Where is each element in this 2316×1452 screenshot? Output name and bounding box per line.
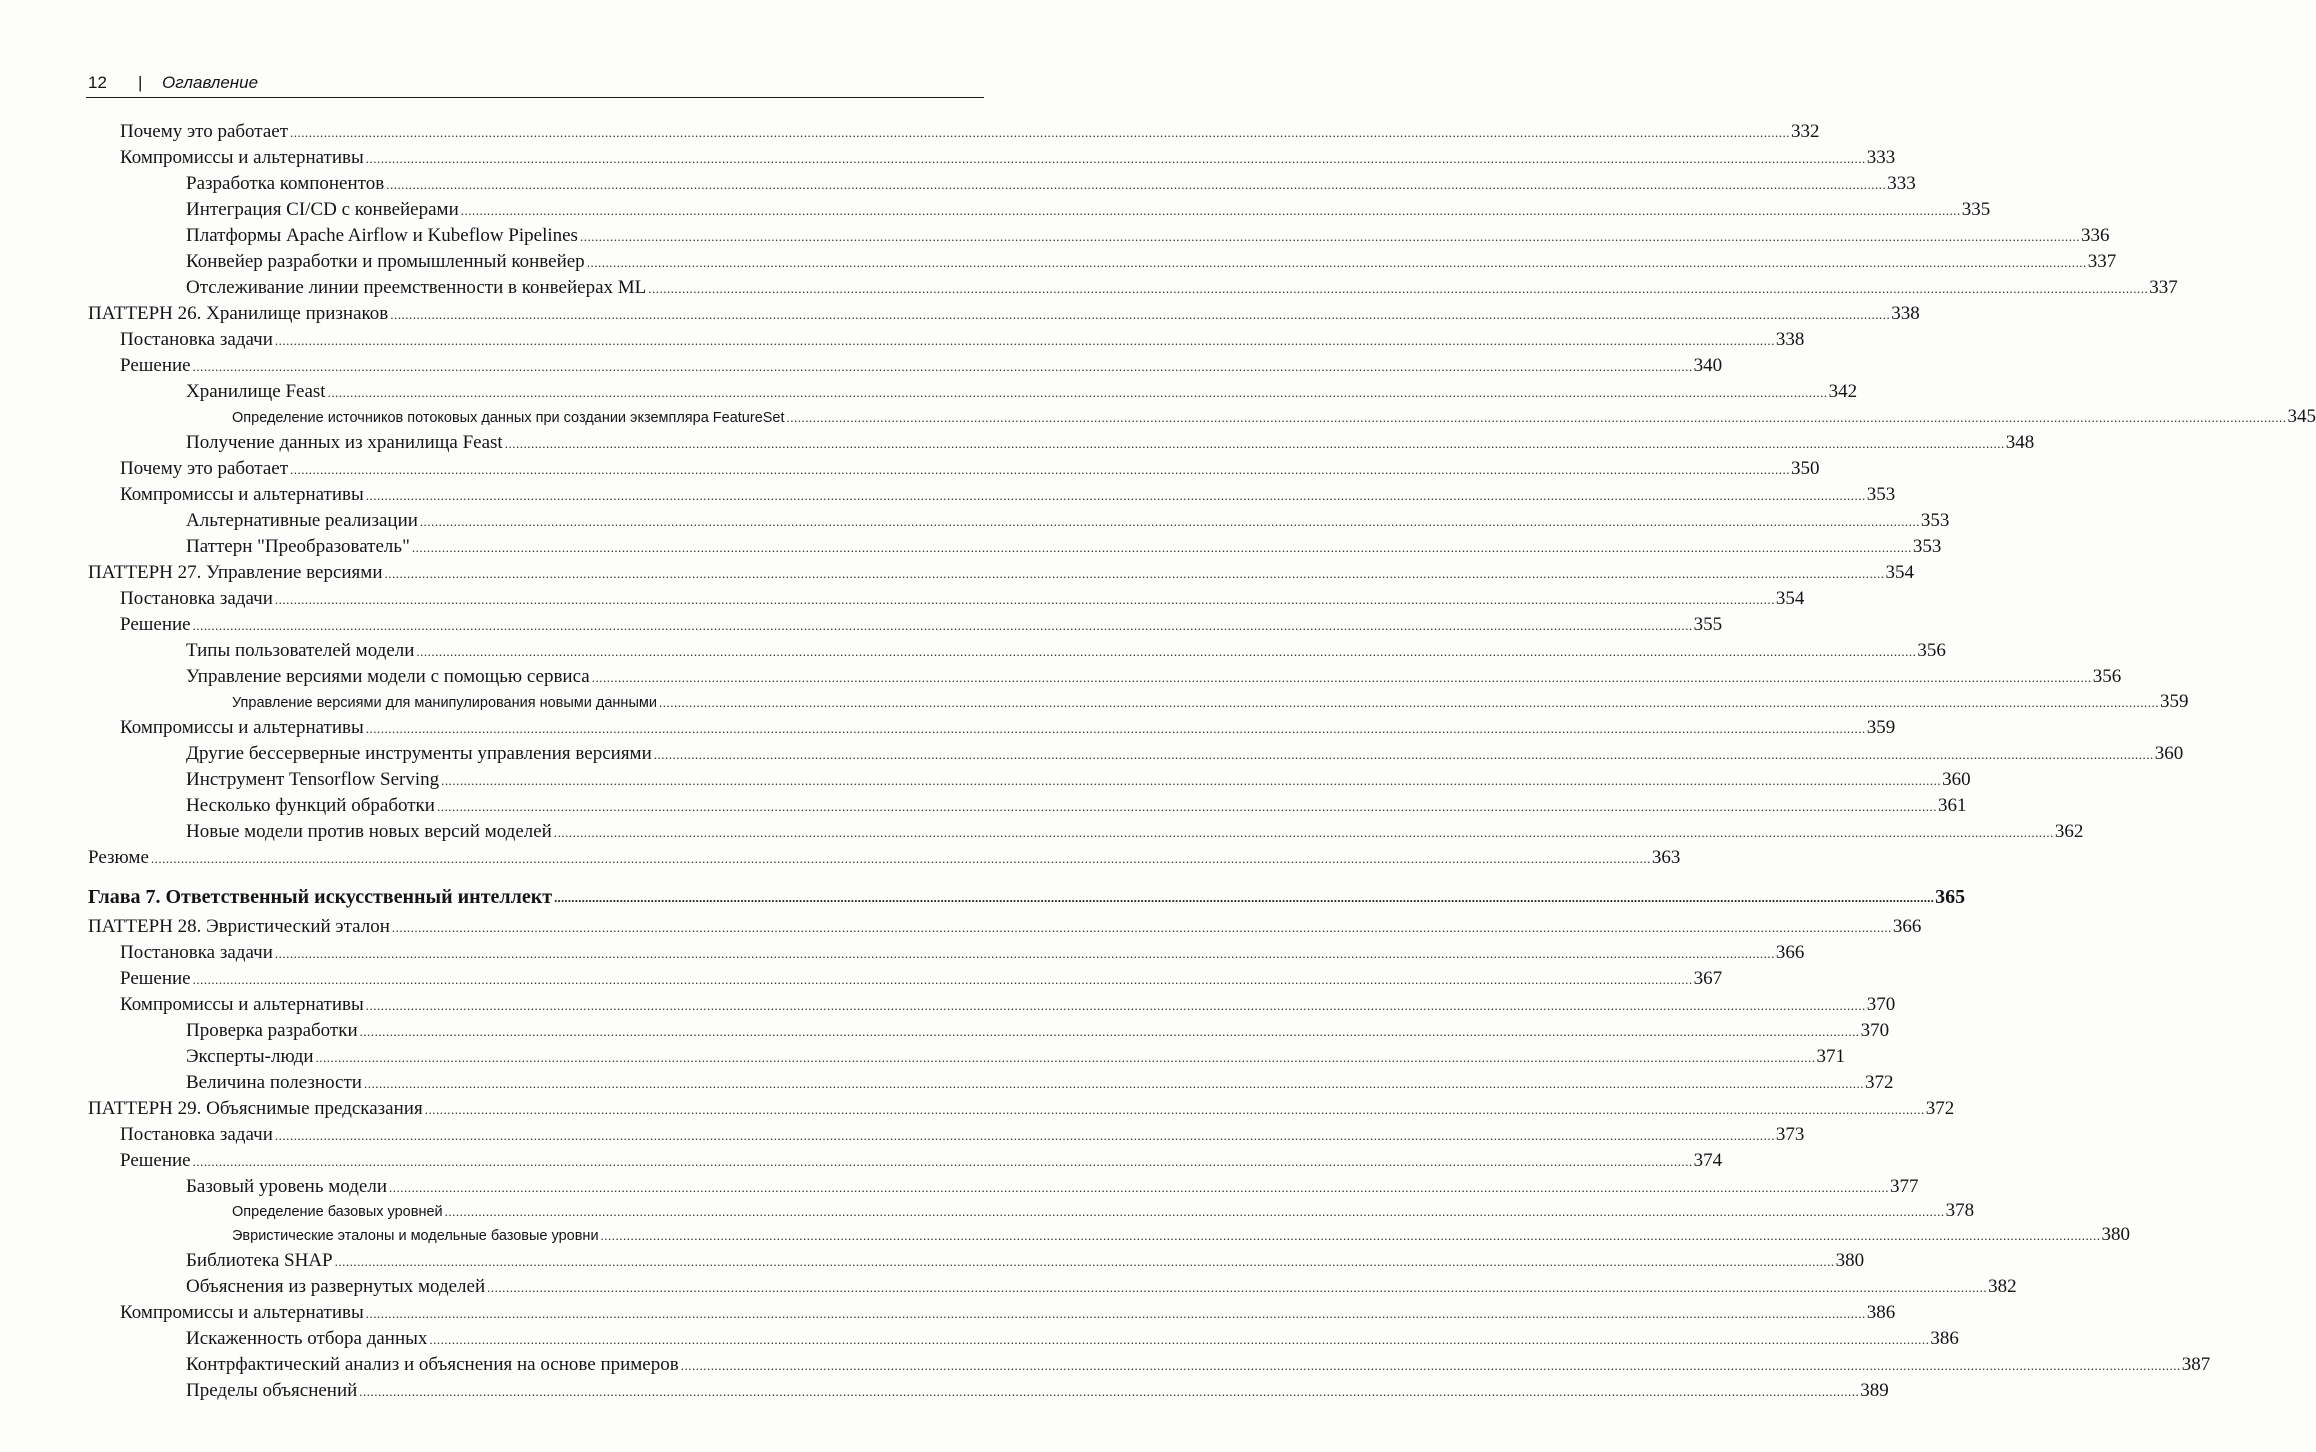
toc-entry-page: 353 [1912,536,1942,557]
toc-entry [120,145,1896,169]
toc-entry-page: 342 [1828,381,1858,402]
toc-entry [232,404,2316,428]
dot-leader: ................................................................................................................................................................................................................................................................................................................................................................................................................ [386,177,1887,192]
dot-leader: ................................................................................................................................................................................................................................................................................................................................................................................................................ [315,1050,1816,1065]
toc-entry [120,327,1805,351]
toc-entry-title: Компромиссы и альтернативы [120,484,364,505]
toc-entry-page: 336 [2080,225,2110,246]
toc-entry-title: Несколько функций обработки [186,795,435,816]
dot-leader: ................................................................................................................................................................................................................................................................................................................................................................................................................ [554,890,1935,905]
toc-entry-title: Контрфактический анализ и объяснения на основе примеров [186,1354,679,1375]
toc-entry-title: Постановка задачи [120,942,273,963]
toc-entry-page: 350 [1791,458,1820,479]
toc-entry-page: 359 [2159,691,2189,712]
dot-leader: ................................................................................................................................................................................................................................................................................................................................................................................................................ [389,1180,1889,1195]
toc-entry-title: Решение [120,355,191,376]
toc-entry-title: Эвристические эталоны и модельные базовые уровни [232,1228,599,1244]
dot-leader: ................................................................................................................................................................................................................................................................................................................................................................................................................ [504,436,2005,451]
toc-entry-title: Конвейер разработки и промышленный конвейер [186,251,585,272]
dot-leader: ................................................................................................................................................................................................................................................................................................................................................................................................................ [391,920,1892,935]
toc-entry [186,1274,2017,1298]
toc-entry-page: 332 [1791,121,1820,142]
toc-entry-page: 348 [2005,432,2035,453]
toc-entry [120,715,1896,739]
toc-entry-page: 371 [1816,1046,1846,1067]
toc-entry-page: 359 [1866,717,1896,738]
toc-entry [186,638,1946,662]
toc-entry-title: Инструмент Tensorflow Serving [186,769,440,790]
toc-entry-page: 380 [2101,1224,2131,1245]
dot-leader: ................................................................................................................................................................................................................................................................................................................................................................................................................ [365,1306,1866,1321]
toc-entry-page: 361 [1937,795,1967,816]
toc-entry [186,1174,1919,1198]
toc-entry-page: 374 [1693,1150,1723,1171]
toc-entry-page: 370 [1860,1020,1890,1041]
toc-entry [120,1122,1805,1146]
toc-entry-title: Проверка разработки [186,1020,358,1041]
toc-entry-page: 370 [1866,994,1896,1015]
toc-entry-title: Паттерн "Преобразователь" [186,536,410,557]
toc-entry-page: 362 [2054,821,2084,842]
toc-entry-page: 338 [1775,329,1805,350]
toc-entry [232,689,2189,713]
toc-entry [120,1148,1723,1172]
toc-entry-title: Почему это работает [120,121,289,142]
toc-entry-title: Альтернативные реализации [186,510,418,531]
dot-leader: ................................................................................................................................................................................................................................................................................................................................................................................................................ [359,1024,1860,1039]
toc-entry-title: Базовый уровень модели [186,1176,387,1197]
toc-entry-title: Решение [120,968,191,989]
toc-entry [186,793,1967,817]
toc-entry-page: 372 [1864,1072,1894,1093]
toc-entry-page: 335 [1961,199,1991,220]
toc-entry [88,560,1914,584]
toc-entry [120,940,1805,964]
toc-entry-title: Новые модели против новых версий моделей [186,821,552,842]
toc-entry-page: 367 [1693,968,1723,989]
header-page-number: 12 [88,73,107,92]
toc-entry-title: Решение [120,1150,191,1171]
dot-leader: ................................................................................................................................................................................................................................................................................................................................................................................................................ [658,695,2159,710]
dot-leader: ................................................................................................................................................................................................................................................................................................................................................................................................................ [150,851,1651,866]
toc-entry [88,845,1681,869]
dot-leader: ................................................................................................................................................................................................................................................................................................................................................................................................................ [648,281,2149,296]
dot-leader: ................................................................................................................................................................................................................................................................................................................................................................................................................ [274,592,1775,607]
dot-leader: ................................................................................................................................................................................................................................................................................................................................................................................................................ [444,1204,1945,1219]
toc-entry [120,456,1820,480]
toc-entry-page: 353 [1866,484,1896,505]
chapter-entry [88,884,1966,908]
toc-entry-page: 377 [1890,1176,1919,1197]
toc-entry-page: 337 [2149,277,2178,298]
toc-entry [186,741,2184,765]
toc-entry-page: 356 [2092,666,2122,687]
toc-entry [186,1378,1889,1402]
toc-entry-page: 360 [1942,769,1971,790]
toc-entry-page: 345 [2287,406,2316,427]
dot-leader: ................................................................................................................................................................................................................................................................................................................................................................................................................ [384,566,1885,581]
dot-leader: ................................................................................................................................................................................................................................................................................................................................................................................................................ [192,1154,1693,1169]
toc-entry [88,301,1920,325]
toc-entry-page: 354 [1775,588,1805,609]
toc-entry-title: Компромиссы и альтернативы [120,717,364,738]
toc-entry [186,508,1950,532]
toc-entry-title: ПАТТЕРН 27. Управление версиями [88,562,383,583]
toc-entry-page: 386 [1866,1302,1896,1323]
toc-entry-page: 333 [1887,173,1916,194]
dot-leader: ................................................................................................................................................................................................................................................................................................................................................................................................................ [600,1228,2101,1243]
toc-entry-page: 380 [1835,1250,1865,1271]
toc-entry [88,914,1922,938]
dot-leader: ................................................................................................................................................................................................................................................................................................................................................................................................................ [365,998,1866,1013]
toc-entry [120,482,1896,506]
toc-entry-title: Глава 7. Ответственный искусственный интеллект [88,886,553,908]
dot-leader: ................................................................................................................................................................................................................................................................................................................................................................................................................ [334,1254,1835,1269]
header-title: Оглавление [162,73,259,92]
toc-entry-page: 372 [1925,1098,1955,1119]
dot-leader: ................................................................................................................................................................................................................................................................................................................................................................................................................ [365,151,1866,166]
toc-entry [186,171,1916,195]
toc-entry-title: Отслеживание линии преемственности в конвейерах ML [186,277,647,298]
dot-leader: ................................................................................................................................................................................................................................................................................................................................................................................................................ [290,125,1791,140]
toc-entry-title: Библиотека SHAP [186,1250,333,1271]
toc-entry-page: 378 [1945,1200,1975,1221]
running-header [88,70,984,96]
toc-entry-page: 386 [1930,1328,1959,1349]
toc-entry-page: 373 [1775,1124,1805,1145]
toc-entry [186,1248,1865,1272]
header-rule [86,97,984,98]
toc-entry-page: 389 [1860,1380,1889,1401]
dot-leader: ................................................................................................................................................................................................................................................................................................................................................................................................................ [579,229,2080,244]
dot-leader: ................................................................................................................................................................................................................................................................................................................................................................................................................ [363,1076,1864,1091]
toc-entry [120,992,1896,1016]
dot-leader: ................................................................................................................................................................................................................................................................................................................................................................................................................ [419,514,1920,529]
toc-entry [186,197,1991,221]
toc-entry-page: 382 [1988,1276,2017,1297]
header-separator: | [138,73,143,92]
dot-leader: ................................................................................................................................................................................................................................................................................................................................................................................................................ [274,946,1775,961]
toc-entry [186,379,1858,403]
toc-entry [120,119,1820,143]
toc-entry-title: Пределы объяснений [186,1380,358,1401]
toc-entry [186,534,1942,558]
toc-entry [88,1096,1955,1120]
toc-entry-title: Резюме [88,847,149,868]
toc-entry [120,353,1723,377]
toc-entry [120,966,1723,990]
dot-leader: ................................................................................................................................................................................................................................................................................................................................................................................................................ [680,1358,2181,1373]
dot-leader: ................................................................................................................................................................................................................................................................................................................................................................................................................ [460,203,1961,218]
toc-entry [186,430,2035,454]
toc-entry-title: Интеграция CI/CD с конвейерами [186,199,459,220]
dot-leader: ................................................................................................................................................................................................................................................................................................................................................................................................................ [786,410,2287,425]
toc-entry-title: Другие бессерверные инструменты управления версиями [186,743,652,764]
toc-entry-title: ПАТТЕРН 26. Хранилище признаков [88,303,389,324]
dot-leader: ................................................................................................................................................................................................................................................................................................................................................................................................................ [586,255,2087,270]
toc-entry [186,1044,1846,1068]
toc-entry [186,1326,1959,1350]
toc-entry [186,1018,1890,1042]
toc-entry-title: Компромиссы и альтернативы [120,147,364,168]
toc-entry-title: Постановка задачи [120,329,273,350]
dot-leader: ................................................................................................................................................................................................................................................................................................................................................................................................................ [290,462,1791,477]
dot-leader: ................................................................................................................................................................................................................................................................................................................................................................................................................ [487,1280,1988,1295]
toc-entry [186,767,1971,791]
toc-entry [186,664,2122,688]
dot-leader: ................................................................................................................................................................................................................................................................................................................................................................................................................ [327,385,1828,400]
dot-leader: ................................................................................................................................................................................................................................................................................................................................................................................................................ [436,799,1937,814]
toc-entry-title: Управление версиями для манипулирования новыми данными [232,695,657,711]
toc-entry-title: Эксперты-люди [186,1046,314,1067]
toc-entry [186,223,2110,247]
toc-entry-page: 366 [1775,942,1805,963]
toc-entry-title: Типы пользователей модели [186,640,415,661]
dot-leader: ................................................................................................................................................................................................................................................................................................................................................................................................................ [274,1128,1775,1143]
toc-entry-page: 354 [1885,562,1914,583]
dot-leader: ................................................................................................................................................................................................................................................................................................................................................................................................................ [411,540,1912,555]
dot-leader: ................................................................................................................................................................................................................................................................................................................................................................................................................ [359,1384,1860,1399]
dot-leader: ................................................................................................................................................................................................................................................................................................................................................................................................................ [274,333,1775,348]
toc-entry-page: 356 [1917,640,1946,661]
toc-entry-title: Управление версиями модели с помощью сервиса [186,666,590,687]
toc-entry [232,1198,1975,1222]
dot-leader: ................................................................................................................................................................................................................................................................................................................................................................................................................ [390,307,1891,322]
toc-entry-page: 387 [2181,1354,2211,1375]
dot-leader: ................................................................................................................................................................................................................................................................................................................................................................................................................ [192,359,1693,374]
dot-leader: ................................................................................................................................................................................................................................................................................................................................................................................................................ [416,644,1917,659]
toc-entry-page: 366 [1892,916,1922,937]
toc-entry-title: Объяснения из развернутых моделей [186,1276,486,1297]
dot-leader: ................................................................................................................................................................................................................................................................................................................................................................................................................ [365,488,1866,503]
dot-leader: ................................................................................................................................................................................................................................................................................................................................................................................................................ [653,747,2154,762]
dot-leader: ................................................................................................................................................................................................................................................................................................................................................................................................................ [192,618,1693,633]
dot-leader: ................................................................................................................................................................................................................................................................................................................................................................................................................ [192,972,1693,987]
dot-leader: ................................................................................................................................................................................................................................................................................................................................................................................................................ [429,1332,1930,1347]
toc-entry-title: Платформы Apache Airflow и Kubeflow Pipelines [186,225,578,246]
toc-entry-title: Хранилище Feast [186,381,326,402]
toc-entry-title: ПАТТЕРН 28. Эвристический эталон [88,916,390,937]
toc-entry [120,1300,1896,1324]
toc-entry-page: 337 [2087,251,2117,272]
dot-leader: ................................................................................................................................................................................................................................................................................................................................................................................................................ [365,721,1866,736]
toc-entry [186,819,2084,843]
toc-entry [186,249,2117,273]
toc-entry-page: 338 [1891,303,1920,324]
toc-entry [232,1222,2131,1246]
toc-entry-title: Искаженность отбора данных [186,1328,428,1349]
toc-entry-title: Постановка задачи [120,1124,273,1145]
toc-entry-page: 340 [1693,355,1723,376]
toc-entry [120,612,1723,636]
toc-entry-title: Получение данных из хранилища Feast [186,432,503,453]
toc-entry-title: Определение источников потоковых данных при создании экземпляра FeatureSet [232,410,785,426]
dot-leader: ................................................................................................................................................................................................................................................................................................................................................................................................................ [553,825,2054,840]
toc-entry-title: Определение базовых уровней [232,1204,443,1220]
toc-entry-title: Постановка задачи [120,588,273,609]
toc-entry [120,586,1805,610]
toc-entry-title: Почему это работает [120,458,289,479]
toc-entry [186,1070,1894,1094]
toc-entry-page: 365 [1935,886,1966,908]
toc-entry [186,1352,2211,1376]
toc-entry-title: Величина полезности [186,1072,362,1093]
dot-leader: ................................................................................................................................................................................................................................................................................................................................................................................................................ [441,773,1942,788]
toc-entry-page: 353 [1920,510,1950,531]
toc-entry-title: Разработка компонентов [186,173,385,194]
toc-entry-page: 333 [1866,147,1896,168]
dot-leader: ................................................................................................................................................................................................................................................................................................................................................................................................................ [591,670,2092,685]
toc-entry-page: 360 [2154,743,2184,764]
toc-entry-page: 363 [1651,847,1681,868]
toc-entry-page: 355 [1693,614,1723,635]
toc-entry-title: Компромиссы и альтернативы [120,1302,364,1323]
toc-entry [186,275,2178,299]
dot-leader: ................................................................................................................................................................................................................................................................................................................................................................................................................ [424,1102,1925,1117]
toc-entry-title: Компромиссы и альтернативы [120,994,364,1015]
toc-entry-title: ПАТТЕРН 29. Объяснимые предсказания [88,1098,423,1119]
toc-entry-title: Решение [120,614,191,635]
